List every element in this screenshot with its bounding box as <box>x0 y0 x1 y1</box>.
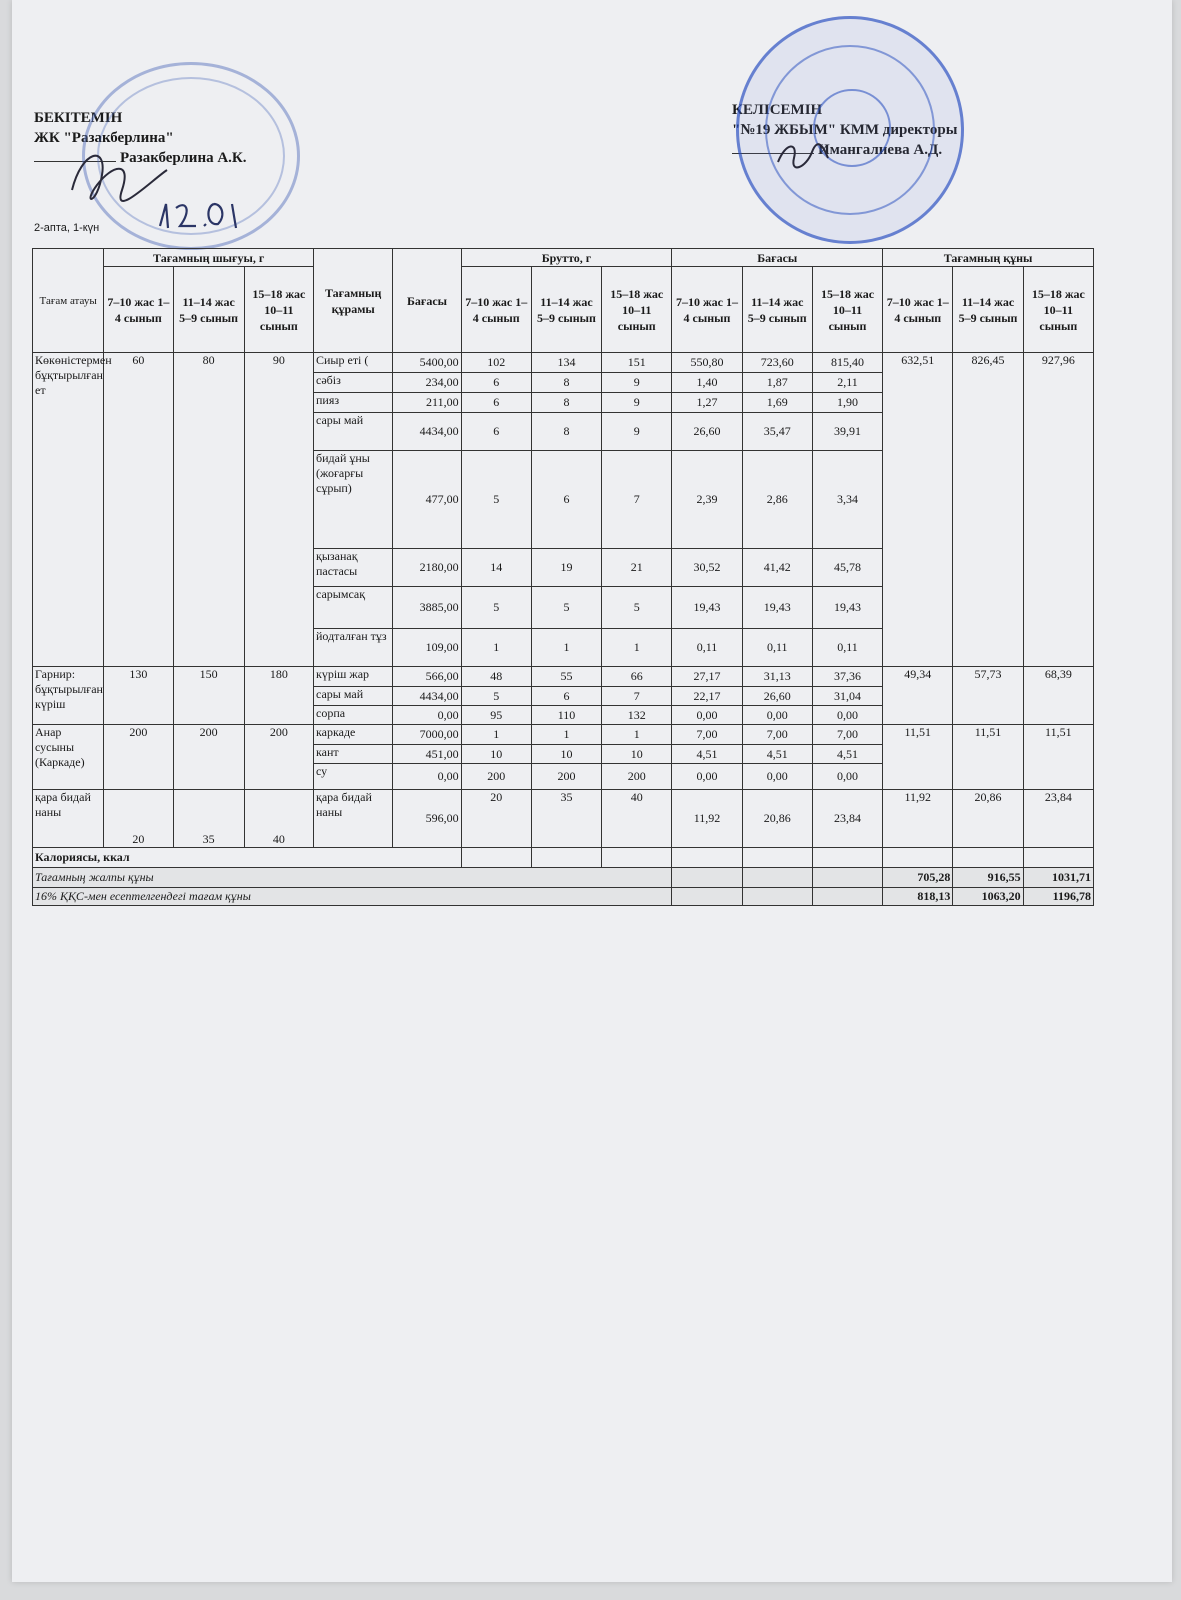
table-row <box>33 725 1094 745</box>
cost-cell: 45,78 <box>812 549 882 587</box>
gross-cell: 151 <box>602 353 672 373</box>
col-age-3: 15–18 жас 10–11 сынып <box>1023 267 1093 353</box>
gross-cell: 102 <box>461 353 531 373</box>
total-cell: 68,39 <box>1023 667 1093 725</box>
cost-cell: 0,00 <box>742 764 812 790</box>
price-cell: 4434,00 <box>393 687 461 706</box>
gross-cell: 10 <box>531 745 601 764</box>
gross-cell: 1 <box>602 725 672 745</box>
gross-cell: 6 <box>531 451 601 549</box>
total-cell: 826,45 <box>953 353 1023 667</box>
document-page <box>12 0 1172 1582</box>
cost-cell: 0,00 <box>672 706 742 725</box>
dish-name: Гарнир: бұқтырылған күріш <box>33 667 104 725</box>
total-cell: 20,86 <box>953 790 1023 848</box>
total-cell: 927,96 <box>1023 353 1093 667</box>
cost-cell: 7,00 <box>812 725 882 745</box>
ingredient-name: йодталған тұз <box>314 629 393 667</box>
cost-cell: 0,00 <box>812 764 882 790</box>
ingredient-name: Сиыр еті ( <box>314 353 393 373</box>
gross-cell: 200 <box>531 764 601 790</box>
cost-cell: 39,91 <box>812 413 882 451</box>
cost-cell: 1,69 <box>742 393 812 413</box>
gross-cell: 10 <box>461 745 531 764</box>
col-total: Тағамның құны <box>883 249 1094 267</box>
price-cell: 109,00 <box>393 629 461 667</box>
col-age-3: 15–18 жас 10–11 сынып <box>244 267 313 353</box>
gross-cell: 40 <box>602 790 672 848</box>
col-cost: Бағасы <box>672 249 883 267</box>
price-cell: 3885,00 <box>393 587 461 629</box>
gross-cell: 48 <box>461 667 531 687</box>
cost-cell: 1,90 <box>812 393 882 413</box>
cost-cell: 4,51 <box>742 745 812 764</box>
col-age-3: 15–18 жас 10–11 сынып <box>602 267 672 353</box>
table-row <box>33 353 1094 373</box>
calories-label: Калориясы, ккал <box>33 848 462 868</box>
cost-cell: 550,80 <box>672 353 742 373</box>
gross-cell: 7 <box>602 451 672 549</box>
col-dish-name: Тағам атауы <box>33 249 104 353</box>
gross-cell: 1 <box>602 629 672 667</box>
gross-cell: 5 <box>461 451 531 549</box>
menu-cost-table <box>32 248 1094 906</box>
ingredient-name: каркаде <box>314 725 393 745</box>
col-age-2: 11–14 жас 5–9 сынып <box>531 267 601 353</box>
total-row <box>33 868 1094 888</box>
ingredient-name: пияз <box>314 393 393 413</box>
gross-cell: 8 <box>531 393 601 413</box>
table-row <box>33 790 1094 848</box>
price-cell: 566,00 <box>393 667 461 687</box>
dish-name: қара бидай наны <box>33 790 104 848</box>
vat-label: 16% ҚҚС-мен есептелгендегі тағам құны <box>33 888 672 906</box>
cost-cell: 0,00 <box>672 764 742 790</box>
cost-cell: 31,13 <box>742 667 812 687</box>
output-cell: 200 <box>244 725 313 790</box>
vat-value: 1196,78 <box>1023 888 1093 906</box>
week-day-label: 2-апта, 1-күн <box>34 222 100 234</box>
gross-cell: 1 <box>461 629 531 667</box>
gross-cell: 19 <box>531 549 601 587</box>
ingredient-name: сарымсақ <box>314 587 393 629</box>
cost-cell: 19,43 <box>742 587 812 629</box>
cost-cell: 41,42 <box>742 549 812 587</box>
price-cell: 477,00 <box>393 451 461 549</box>
col-composition: Тағамның құрамы <box>314 249 393 353</box>
gross-cell: 6 <box>531 687 601 706</box>
col-age-1: 7–10 жас 1–4 сынып <box>461 267 531 353</box>
cost-cell: 0,11 <box>742 629 812 667</box>
cost-cell: 11,92 <box>672 790 742 848</box>
output-cell: 60 <box>104 353 173 667</box>
dish-name: Анар сусыны (Каркаде) <box>33 725 104 790</box>
cost-cell: 30,52 <box>672 549 742 587</box>
cost-cell: 35,47 <box>742 413 812 451</box>
cost-cell: 3,34 <box>812 451 882 549</box>
total-cell: 11,51 <box>953 725 1023 790</box>
total-value: 705,28 <box>883 868 953 888</box>
gross-cell: 10 <box>602 745 672 764</box>
ingredient-name: сары май <box>314 413 393 451</box>
col-age-2: 11–14 жас 5–9 сынып <box>742 267 812 353</box>
total-cell: 11,51 <box>1023 725 1093 790</box>
gross-cell: 21 <box>602 549 672 587</box>
price-cell: 451,00 <box>393 745 461 764</box>
ingredient-name: кант <box>314 745 393 764</box>
ingredient-name: су <box>314 764 393 790</box>
cost-cell: 26,60 <box>672 413 742 451</box>
gross-cell: 5 <box>461 587 531 629</box>
cost-cell: 27,17 <box>672 667 742 687</box>
gross-cell: 200 <box>602 764 672 790</box>
col-age-2: 11–14 жас 5–9 сынып <box>953 267 1023 353</box>
approval-left-signer-line <box>34 148 247 168</box>
gross-cell: 6 <box>461 413 531 451</box>
gross-cell: 35 <box>531 790 601 848</box>
total-cell: 49,34 <box>883 667 953 725</box>
cost-cell: 1,40 <box>672 373 742 393</box>
cost-cell: 2,86 <box>742 451 812 549</box>
price-cell: 7000,00 <box>393 725 461 745</box>
gross-cell: 8 <box>531 413 601 451</box>
cost-cell: 1,27 <box>672 393 742 413</box>
approval-left-signer: Разакберлина А.К. <box>120 150 247 166</box>
gross-cell: 14 <box>461 549 531 587</box>
gross-cell: 200 <box>461 764 531 790</box>
ingredient-name: қара бидай наны <box>314 790 393 848</box>
approval-right <box>732 100 957 160</box>
price-cell: 0,00 <box>393 706 461 725</box>
approval-left <box>34 108 247 168</box>
ingredient-name: бидай ұны (жоғарғы сұрып) <box>314 451 393 549</box>
approval-right-signer-line <box>732 140 957 160</box>
ingredient-name: қызанақ пастасы <box>314 549 393 587</box>
output-cell: 20 <box>104 790 173 848</box>
ingredient-name: күріш жар <box>314 667 393 687</box>
total-cell: 57,73 <box>953 667 1023 725</box>
col-output: Тағамның шығуы, г <box>104 249 314 267</box>
gross-cell: 6 <box>461 393 531 413</box>
price-cell: 5400,00 <box>393 353 461 373</box>
output-cell: 150 <box>173 667 244 725</box>
gross-cell: 1 <box>531 629 601 667</box>
cost-cell: 2,11 <box>812 373 882 393</box>
price-cell: 234,00 <box>393 373 461 393</box>
cost-cell: 0,11 <box>672 629 742 667</box>
approval-right-org: "№19 ЖБЫМ" КММ директоры <box>732 122 958 138</box>
gross-cell: 134 <box>531 353 601 373</box>
price-cell: 4434,00 <box>393 413 461 451</box>
gross-cell: 95 <box>461 706 531 725</box>
total-cell: 11,51 <box>883 725 953 790</box>
cost-cell: 19,43 <box>812 587 882 629</box>
approval-left-title: БЕКІТЕМІН <box>34 110 123 126</box>
gross-cell: 132 <box>602 706 672 725</box>
approval-right-title: КЕЛІСЕМІН <box>732 102 823 118</box>
col-age-1: 7–10 жас 1–4 сынып <box>104 267 173 353</box>
vat-row <box>33 888 1094 906</box>
total-cell: 23,84 <box>1023 790 1093 848</box>
col-age-1: 7–10 жас 1–4 сынып <box>672 267 742 353</box>
output-cell: 35 <box>173 790 244 848</box>
cost-cell: 4,51 <box>812 745 882 764</box>
gross-cell: 1 <box>531 725 601 745</box>
cost-cell: 31,04 <box>812 687 882 706</box>
output-cell: 80 <box>173 353 244 667</box>
price-cell: 2180,00 <box>393 549 461 587</box>
gross-cell: 7 <box>602 687 672 706</box>
col-age-3: 15–18 жас 10–11 сынып <box>812 267 882 353</box>
cost-cell: 20,86 <box>742 790 812 848</box>
output-cell: 180 <box>244 667 313 725</box>
handwritten-date <box>152 196 252 236</box>
cost-cell: 0,00 <box>742 706 812 725</box>
price-cell: 596,00 <box>393 790 461 848</box>
gross-cell: 110 <box>531 706 601 725</box>
total-value: 916,55 <box>953 868 1023 888</box>
output-cell: 200 <box>173 725 244 790</box>
signature-line <box>732 153 814 154</box>
price-cell: 0,00 <box>393 764 461 790</box>
gross-cell: 9 <box>602 373 672 393</box>
col-age-2: 11–14 жас 5–9 сынып <box>173 267 244 353</box>
approval-right-signer: Имангалиева А.Д. <box>818 142 943 158</box>
vat-value: 1063,20 <box>953 888 1023 906</box>
gross-cell: 5 <box>602 587 672 629</box>
cost-cell: 723,60 <box>742 353 812 373</box>
cost-cell: 37,36 <box>812 667 882 687</box>
cost-cell: 0,00 <box>812 706 882 725</box>
ingredient-name: сары май <box>314 687 393 706</box>
ingredient-name: сорпа <box>314 706 393 725</box>
gross-cell: 5 <box>531 587 601 629</box>
output-cell: 200 <box>104 725 173 790</box>
output-cell: 130 <box>104 667 173 725</box>
cost-cell: 0,11 <box>812 629 882 667</box>
gross-cell: 20 <box>461 790 531 848</box>
ingredient-name: сәбіз <box>314 373 393 393</box>
cost-cell: 23,84 <box>812 790 882 848</box>
dish-name: Көкөністермен бұқтырылған ет <box>33 353 104 667</box>
total-cell: 11,92 <box>883 790 953 848</box>
total-value: 1031,71 <box>1023 868 1093 888</box>
cost-cell: 1,87 <box>742 373 812 393</box>
cost-cell: 22,17 <box>672 687 742 706</box>
output-cell: 90 <box>244 353 313 667</box>
gross-cell: 9 <box>602 413 672 451</box>
cost-cell: 7,00 <box>672 725 742 745</box>
calories-row <box>33 848 1094 868</box>
price-cell: 211,00 <box>393 393 461 413</box>
cost-cell: 26,60 <box>742 687 812 706</box>
total-cell: 632,51 <box>883 353 953 667</box>
cost-cell: 2,39 <box>672 451 742 549</box>
col-gross: Брутто, г <box>461 249 672 267</box>
gross-cell: 55 <box>531 667 601 687</box>
total-label: Тағамның жалпы құны <box>33 868 672 888</box>
col-price: Бағасы <box>393 249 461 353</box>
cost-cell: 7,00 <box>742 725 812 745</box>
table-row <box>33 667 1094 687</box>
signature-line <box>34 161 116 162</box>
approval-left-org: ЖК "Разакберлина" <box>34 130 174 146</box>
cost-cell: 19,43 <box>672 587 742 629</box>
gross-cell: 9 <box>602 393 672 413</box>
gross-cell: 66 <box>602 667 672 687</box>
gross-cell: 6 <box>461 373 531 393</box>
col-age-1: 7–10 жас 1–4 сынып <box>883 267 953 353</box>
vat-value: 818,13 <box>883 888 953 906</box>
gross-cell: 5 <box>461 687 531 706</box>
gross-cell: 8 <box>531 373 601 393</box>
cost-cell: 815,40 <box>812 353 882 373</box>
output-cell: 40 <box>244 790 313 848</box>
cost-cell: 4,51 <box>672 745 742 764</box>
gross-cell: 1 <box>461 725 531 745</box>
